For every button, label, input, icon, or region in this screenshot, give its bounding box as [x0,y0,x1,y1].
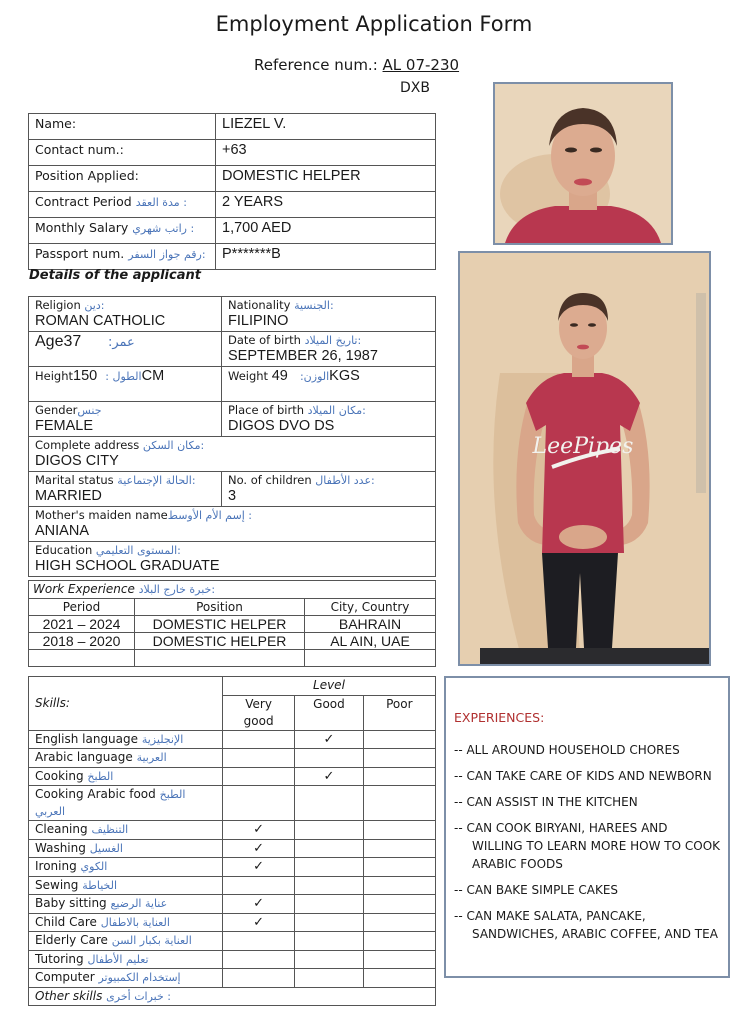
skill-row [29,821,436,840]
skill-name: Ironing الكوي [29,858,223,877]
work-header-row [29,599,436,616]
field-place-of-birth: Place of birth مكان الميلاد: DIGOS DVO DS [222,402,436,437]
applicant-details-table [28,296,436,577]
skill-row [29,786,436,821]
label-contract: Contract Period مدة العقد : [29,192,216,218]
label-contact: Contact num.: [29,140,216,166]
skill-level-cell [295,786,363,821]
basic-info-table [28,113,436,270]
check-mark-icon: ✓ [253,822,265,837]
skill-row [29,858,436,877]
field-gender: Genderجنس FEMALE [29,402,222,437]
portrait-image [495,84,671,243]
row-name [29,114,436,140]
applicant-portrait-photo [493,82,673,245]
label-salary: Monthly Salary راتب شهري : [29,218,216,244]
skill-level-cell [222,969,294,988]
field-mothers-maiden-name: Mother's maiden nameإسم الأم الأوسط : ANIANA [29,507,436,542]
skill-level-cell [222,895,294,914]
skill-row [29,969,436,988]
experience-item: -- ALL AROUND HOUSEHOLD CHORES [454,743,680,757]
skill-name: Washing الغسيل [29,839,223,858]
skill-level-cell [363,950,435,969]
skill-name: Sewing الخياطة [29,876,223,895]
skill-level-cell [222,876,294,895]
skill-row [29,876,436,895]
skill-level-cell [295,858,363,877]
skill-level-cell [222,950,294,969]
value-contract: 2 YEARS [216,192,436,218]
skill-level-cell [295,895,363,914]
experience-item: -- CAN TAKE CARE OF KIDS AND NEWBORN [454,769,712,783]
experiences-list [454,741,720,943]
experiences-box [444,676,730,978]
skill-level-cell [363,767,435,786]
skill-name: Cooking Arabic food الطبخ العربي [29,786,223,821]
skill-level-cell [222,858,294,877]
col-period: Period [29,599,135,616]
field-marital-status: Marital status الحالة الإجتماعية: MARRIED [29,472,222,507]
check-mark-icon: ✓ [253,896,265,911]
check-mark-icon: ✓ [253,859,265,874]
row-contact [29,140,436,166]
work-experience-title: Work Experience خبرة خارج البلاد: [29,581,436,599]
field-nationality: Nationality الجنسية: FILIPINO [222,297,436,332]
col-position: Position [135,599,305,616]
skill-name: Cooking الطبخ [29,767,223,786]
skill-level-cell [222,839,294,858]
value-name: LIEZEL V. [216,114,436,140]
reference-value: AL 07-230 [382,56,460,74]
skill-name: Baby sitting عناية الرضيع [29,895,223,914]
skill-level-cell [222,821,294,840]
value-salary: 1,700 AED [216,218,436,244]
branch-code: DXB [400,80,430,96]
skill-level-cell [295,969,363,988]
skill-level-cell [363,932,435,951]
skill-row [29,730,436,749]
check-mark-icon: ✓ [253,840,265,856]
skill-row [29,895,436,914]
label-passport: Passport num. رقم جواز السفر: [29,244,216,270]
skill-level-cell [363,839,435,858]
skill-level-cell [363,895,435,914]
work-row: 2018 – 2020 DOMESTIC HELPER AL AIN, UAE [29,633,436,650]
col-location: City, Country [305,599,436,616]
field-religion: Religion دين: ROMAN CATHOLIC [29,297,222,332]
skill-level-cell [222,767,294,786]
level-poor: Poor [363,695,435,730]
work-row: 2021 – 2024 DOMESTIC HELPER BAHRAIN [29,616,436,633]
field-address: Complete address مكان السكن: DIGOS CITY [29,437,436,472]
skill-level-cell [363,730,435,749]
skill-level-cell [295,913,363,932]
level-very-good: Very good [222,695,294,730]
skill-level-cell [363,821,435,840]
row-salary [29,218,436,244]
skill-level-cell [295,730,363,749]
skill-level-cell [222,730,294,749]
skill-row [29,913,436,932]
experiences-title: EXPERIENCES: [454,710,545,725]
form-title: Employment Application Form [215,12,533,36]
other-skills: Other skills خبرات أخرى : [29,987,436,1006]
skill-row [29,950,436,969]
skill-name: Tutoring تعليم الأطفال [29,950,223,969]
skills-title: Skills: [29,695,223,730]
work-experience-table [28,580,436,667]
full-body-image [460,253,709,664]
skill-level-cell [295,749,363,768]
experience-item: -- CAN MAKE SALATA, PANCAKE, SANDWICHES, ARABIC COFFEE, AND TEA [454,909,718,941]
skill-level-cell [295,821,363,840]
field-education: Education المستوى التعليمي: HIGH SCHOOL GRADUATE [29,542,436,577]
reference-label: Reference num.: [254,56,378,74]
skill-name: Cleaning التنظيف [29,821,223,840]
value-passport: P*******B [216,244,436,270]
value-position: DOMESTIC HELPER [216,166,436,192]
label-name: Name: [29,114,216,140]
skill-name: English language الإنجليزية [29,730,223,749]
skill-level-cell [222,749,294,768]
experience-item: -- CAN ASSIST IN THE KITCHEN [454,795,638,809]
field-height: Height الطول : 150CM [29,367,222,402]
skill-level-cell [363,786,435,821]
skill-level-cell [295,839,363,858]
skill-level-cell [295,950,363,969]
check-mark-icon: ✓ [323,768,335,784]
skill-name: Child Care العناية بالاطفال [29,913,223,932]
skill-level-cell [363,913,435,932]
reference-number [254,56,459,74]
row-passport [29,244,436,270]
skill-row [29,767,436,786]
check-mark-icon: ✓ [323,731,335,747]
skill-name: Computer إستخدام الكمبيوتر [29,969,223,988]
skill-name: Elderly Care العناية بكبار السن [29,932,223,951]
label-position: Position Applied: [29,166,216,192]
skill-level-cell [363,969,435,988]
field-age: Age عمر: 37 [29,332,222,367]
experience-item: -- CAN COOK BIRYANI, HAREES AND WILLING TO LEARN MORE HOW TO COOK ARABIC FOODS [454,821,721,871]
skill-name: Arabic language العربية [29,749,223,768]
level-good: Good [295,695,363,730]
skill-level-cell [295,767,363,786]
value-contact: +63 [216,140,436,166]
field-weight: Weight الوزن: 49KGS [222,367,436,402]
details-heading: Details of the applicant [29,268,201,283]
skill-level-cell [295,932,363,951]
work-row-empty [29,650,436,667]
skill-level-cell [222,932,294,951]
skill-level-cell [295,876,363,895]
skill-level-cell [222,786,294,821]
field-children: No. of children عدد الأطفال: 3 [222,472,436,507]
skill-level-cell [363,749,435,768]
row-position [29,166,436,192]
skills-table [28,676,436,1006]
skill-row [29,839,436,858]
skill-row [29,749,436,768]
shirt-logo: LeePipes [532,434,634,459]
row-contract [29,192,436,218]
level-header: Level [222,677,435,696]
skill-level-cell [222,913,294,932]
applicant-full-body-photo [458,251,711,666]
field-dob: Date of birth تاريخ الميلاد: SEPTEMBER 26, 1987 [222,332,436,367]
check-mark-icon: ✓ [253,914,265,930]
skill-level-cell [363,858,435,877]
experience-item: -- CAN BAKE SIMPLE CAKES [454,883,619,897]
skill-row [29,932,436,951]
skill-level-cell [363,876,435,895]
